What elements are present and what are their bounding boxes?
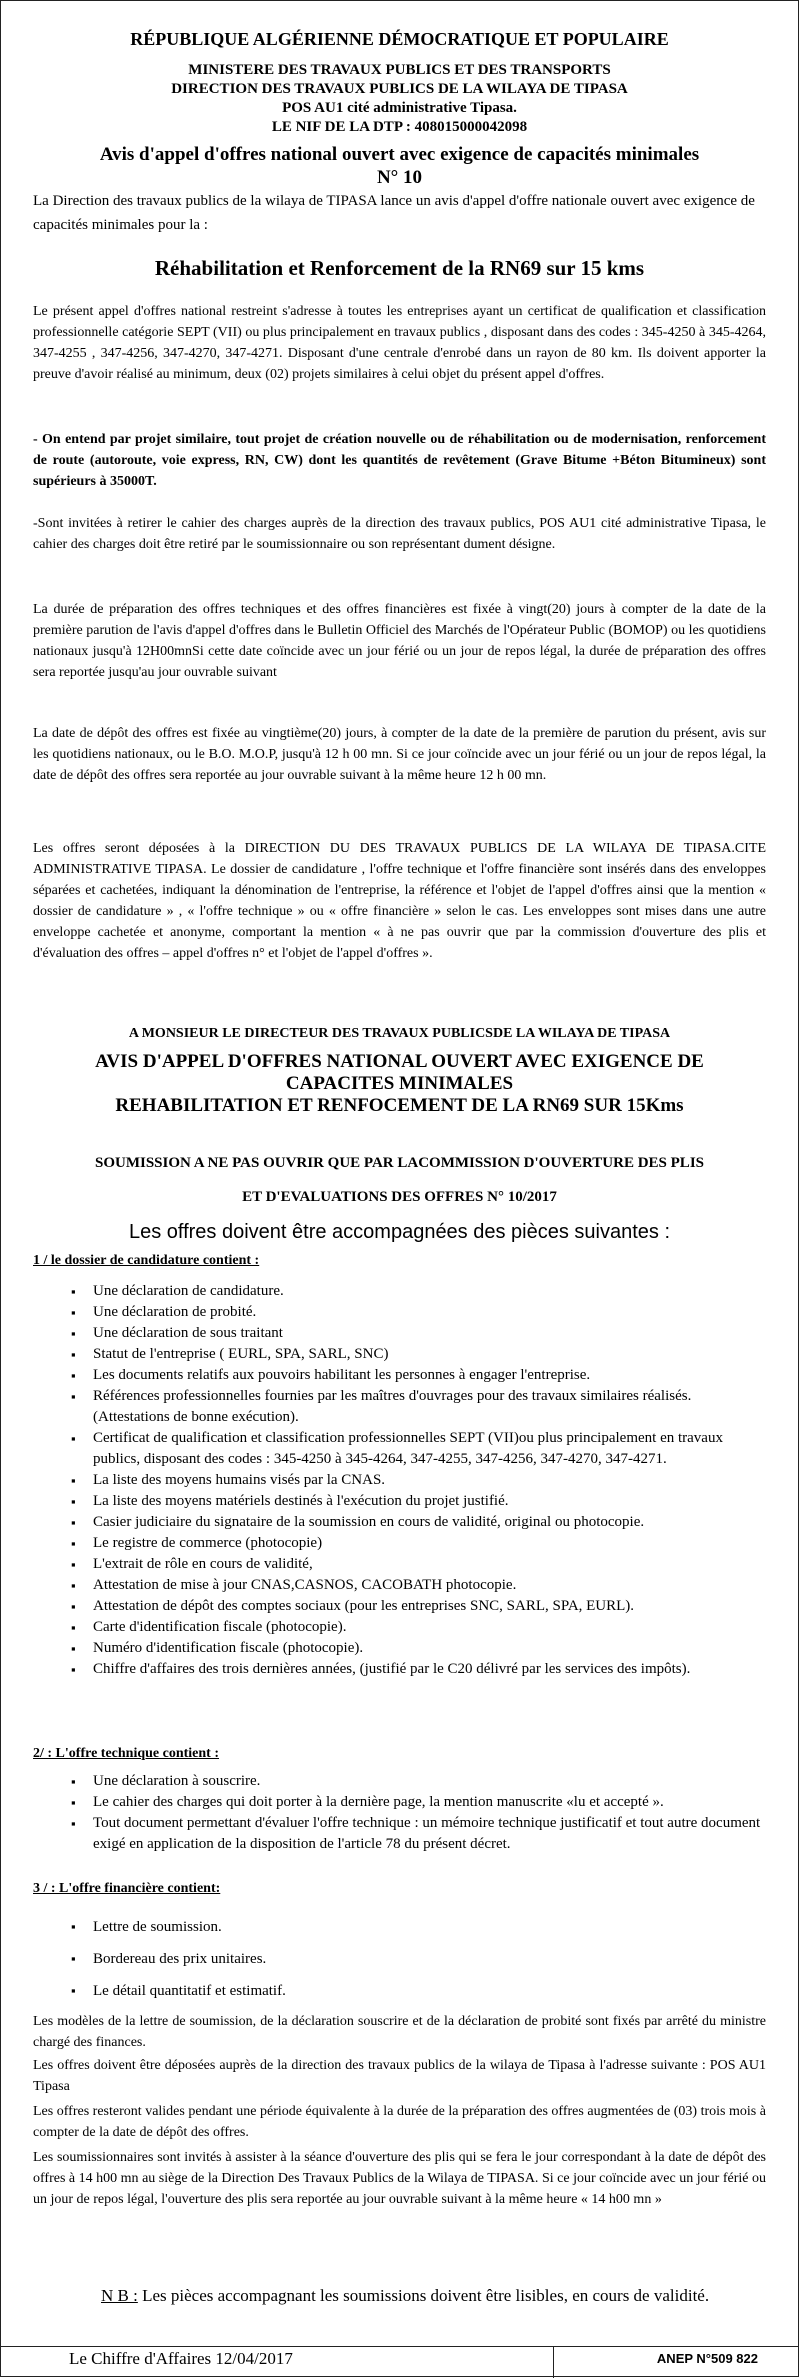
list-item: ▪ Certificat de qualification et classification professionnelles SEPT (VII)ou plus principalement en travaux publics, disposant des codes : 345-4250 à 345-4264, 347-4255, 347-4256, 347-4270, 347-4271. [71,1428,766,1470]
section-heading-technical: 2/ : L'offre technique contient : [33,1746,219,1761]
list-item: ▪ Une déclaration de probité. [71,1302,766,1323]
list-item: ▪ Chiffre d'affaires des trois dernières années, (justifié par le C20 délivré par les services des impôts). [71,1659,766,1680]
closing-validity: Les offres resteront valides pendant une période équivalente à la durée de la préparation des offres augmentées de (03) trois mois à compter de la date de dépôt des offres. [33,2104,766,2140]
list-item: ▪ Attestation de mise à jour CNAS,CASNOS, CACOBATH photocopie. [71,1575,766,1596]
list-item: ▪ La liste des moyens humains visés par la CNAS. [71,1470,766,1491]
list-item: ▪ Références professionnelles fournies par les maîtres d'ouvrages pour des travaux similaires réalisés. (Attestations de bonne exécution). [71,1386,766,1428]
nif-line: LE NIF DE LA DTP : 408015000042098 [271,119,528,135]
direction-line: DIRECTION DES TRAVAUX PUBLICS DE LA WILAYA DE TIPASA [171,81,628,97]
section-heading-candidature: 1 / le dossier de candidature contient : [33,1253,260,1268]
envelope-addressee: A MONSIEUR LE DIRECTEUR DES TRAVAUX PUBLICSDE LA WILAYA DE TIPASA [128,1026,671,1041]
ministry-line: MINISTERE DES TRAVAUX PUBLICS ET DES TRANSPORTS [188,62,611,78]
withdrawal-paragraph: -Sont invitées à retirer le cahier des charges auprès de la direction des travaux publics, POS AU1 cité administrative Tipasa, le cahier des charges doit être retiré par le soumissionnaire ou son représentant dument désigne. [33,516,766,552]
anep-number: ANEP N°509 822 [656,2351,758,2366]
financial-list [71,1911,766,2007]
republic-header: RÉPUBLIQUE ALGÉRIENNE DÉMOCRATIQUE ET POPULAIRE [130,29,669,49]
notice-number: N° 10 [376,167,423,188]
closing-deposit: Les offres doivent être déposées auprès de la direction des travaux publics de la wilaya de Tipasa à l'adresse suivante : POS AU1 Tipasa [33,2058,766,2094]
list-item: ▪ Carte d'identification fiscale (photocopie). [71,1617,766,1638]
closing-models: Les modèles de la lettre de soumission, de la déclaration souscrire et de la déclaration de probité sont fixés par arrêté du ministre chargé des finances. [33,2014,766,2050]
nb-label: N B : [101,2286,138,2305]
list-item: ▪ Lettre de soumission. [71,1911,766,1943]
list-item: ▪ Attestation de dépôt des comptes sociaux (pour les entreprises SNC, SARL, SPA, EURL). [71,1596,766,1617]
list-item: ▪ Une déclaration de candidature. [71,1281,766,1302]
publication-name: Le Chiffre d'Affaires 12/04/2017 [69,2349,293,2368]
list-item: ▪ Casier judiciaire du signataire de la soumission en cours de validité, original ou photocopie. [71,1512,766,1533]
list-item: ▪ Tout document permettant d'évaluer l'offre technique : un mémoire technique justificatif et tout autre document exigé en application de la disposition de l'article 78 du présent décret. [71,1813,766,1855]
list-item: ▪ Statut de l'entreprise ( EURL, SPA, SARL, SNC) [71,1344,766,1365]
section-heading-financial: 3 / : L'offre financière contient: [33,1881,221,1896]
list-item: ▪ Le registre de commerce (photocopie) [71,1533,766,1554]
nota-bene [33,2283,766,2309]
list-item: ▪ Le cahier des charges qui doit porter à la dernière page, la mention manuscrite «lu et accepté ». [71,1792,766,1813]
list-item: ▪ Les documents relatifs aux pouvoirs habilitant les personnes à engager l'entreprise. [71,1365,766,1386]
intro-text: La Direction des travaux publics de la wilaya de TIPASA lance un avis d'appel d'offre nationale ouvert avec exigence de capacités minimales pour la : [33,193,755,233]
deposit-location-paragraph: Les offres seront déposées à la DIRECTION DU DES TRAVAUX PUBLICS DE LA WILAYA DE TIPASA.CITE ADMINISTRATIVE TIPASA. Le dossier de candidature , l'offre technique et l'offre financière sont insérés dans des enveloppes séparées et cachetées, indiquant la dénomination de l'entreprise, la référence et l'objet de l'appel d'offres ainsi que la mention « dossier de candidature » , « l'offre technique » ou « offre financière » selon le cas. Les enveloppes sont mises dans une autre enveloppe cachetée et anonyme, comportant la mention « à ne pas ouvrir que par la commission d'ouverture des plis et d'évaluation des offres – appel d'offres n° et l'objet de l'appel d'offres ». [33,841,766,961]
preparation-paragraph: La durée de préparation des offres techniques et des offres financières est fixée à vingt(20) jours à compter de la date de la première parution de l'avis d'appel d'offres dans le Bulletin Officiel des Marchés de l'Opérateur Public (BOMOP) ou les quotidiens nationaux jusqu'à 12H00mnSi cette date coïncide avec un jour férié ou un jour de repos légal, la durée de préparation des offres sera reportée jusqu'au jour ouvrable suivant [33,602,766,680]
envelope-title: AVIS D'APPEL D'OFFRES NATIONAL OUVERT AVEC EXIGENCE DE CAPACITES MINIMALES REHABILITATION ET RENFOCEMENT DE LA RN69 SUR 15Kms [95,1051,704,1116]
ministry-block [1,61,798,137]
list-item: ▪ L'extrait de rôle en cours de validité, [71,1554,766,1575]
candidature-list [71,1281,766,1680]
project-title: Réhabilitation et Renforcement de la RN69 sur 15 kms [154,256,645,280]
notice-title: Avis d'appel d'offres national ouvert avec exigence de capacités minimales N° 10 [1,143,798,189]
similar-project-paragraph: - On entend par projet similaire, tout projet de création nouvelle ou de réhabilitation ou de modernisation, renforcement de route (autoroute, voie express, RN, CW) dont les quantités de revêtement (Grave Bitume +Béton Bitumineux) sont supérieurs à 35000T. [33,432,766,489]
eligibility-paragraph: Le présent appel d'offres national restreint s'adresse à toutes les entreprises ayant un certificat de qualification et classification professionnelle catégorie SEPT (VII) ou plus principalement en travaux publics , disposant dans des codes : 345-4250 à 345-4264, 347-4255 , 347-4256, 347-4270, 347-4271. Disposant d'une centrale d'enrobé dans un rayon de 80 km. Ils doivent apporter la preuve d'avoir réalisé au minimum, deux (02) projets similaires à celui objet du présent appel d'offres. [33,304,766,382]
deposit-date-paragraph: La date de dépôt des offres est fixée au vingtième(20) jours, à compter de la date de la première de parution du présent, avis sur les quotidiens nationaux, ou le B.O. M.O.P, jusqu'à 12 h 00 mn. Si ce jour coïncide avec un jour férié ou un jour de repos légal, la date de dépôt des offres sera reportée au jour ouvrable suivant à la même heure 12 h 00 mn. [33,726,766,783]
nb-text: Les pièces accompagnant les soumissions doivent être lisibles, en cours de validité. [142,2286,710,2305]
list-item: ▪ Bordereau des prix unitaires. [71,1943,766,1975]
technical-list [71,1771,766,1855]
closing-opening: Les soumissionnaires sont invités à assister à la séance d'ouverture des plis qui se fera le jour correspondant à la date de dépôt des offres à 14 h00 mn au siège de la Direction Des Travaux Publics de la Wilaya de TIPASA. Si ce jour coïncide avec un jour férié ou un jour de repos légal, l'ouverture des plis sera reportée au jour ouvrable suivant à la même heure « 14 h00 mn » [33,2150,766,2207]
footer-separator [553,2346,554,2378]
list-item: ▪ Numéro d'identification fiscale (photocopie). [71,1638,766,1659]
address-line: POS AU1 cité administrative Tipasa. [282,100,517,116]
list-item: ▪ Le détail quantitatif et estimatif. [71,1975,766,2007]
envelope-submission: SOUMISSION A NE PAS OUVRIR QUE PAR LACOMMISSION D'OUVERTURE DES PLIS ET D'EVALUATIONS DES OFFRES N° 10/2017 [94,1155,704,1205]
footer-divider [1,2346,798,2347]
list-item: ▪ Une déclaration à souscrire. [71,1771,766,1792]
list-item: ▪ La liste des moyens matériels destinés à l'exécution du projet justifié. [71,1491,766,1512]
pieces-heading: Les offres doivent être accompagnées des pièces suivantes : [128,1221,671,1243]
list-item: ▪ Une déclaration de sous traitant [71,1323,766,1344]
